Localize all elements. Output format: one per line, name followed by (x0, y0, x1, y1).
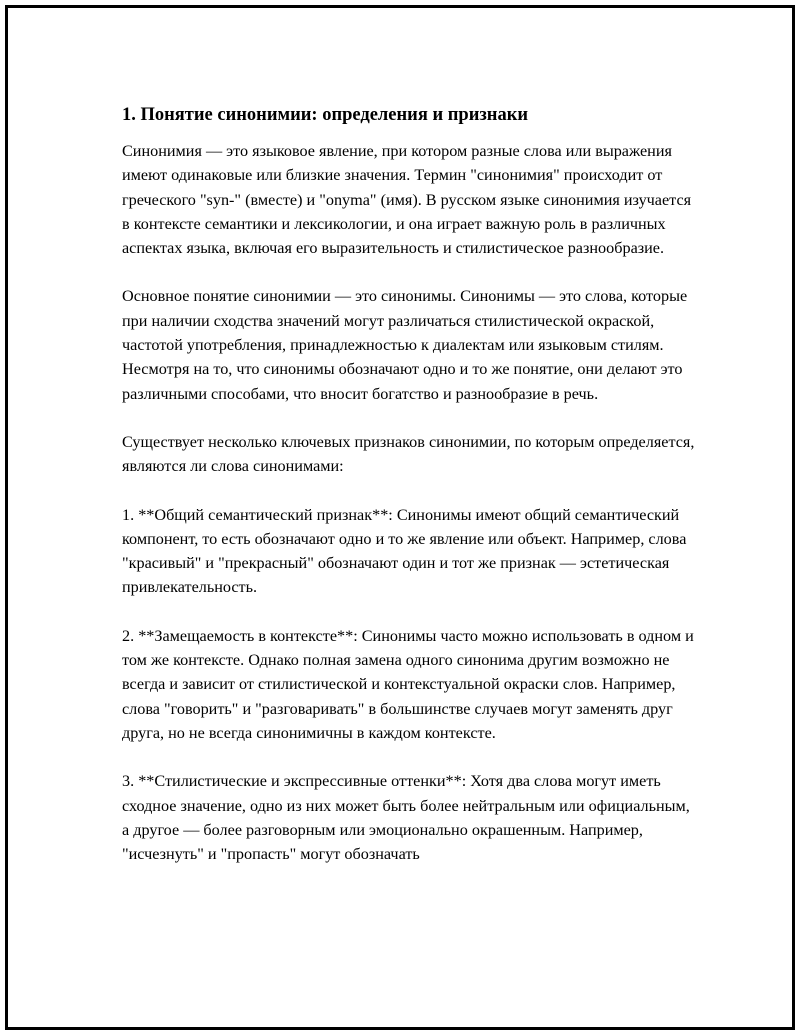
paragraph-feature-2: 2. **Замещаемость в контексте**: Синонимы часто можно использовать в одном и том же контексте. Однако полная замена одного синонима другим возможно не всегда и зависит от стилистической и контекстуальной окраски слов. Например, слова "говорить" и "разговаривать" в большинстве случаев могут заменять друг друга, но не всегда синонимичны в каждом контексте. (122, 626, 694, 742)
paragraph-feature-1: 1. **Общий семантический признак**: Синонимы имеют общий семантический компонент, то есть обозначают одно и то же явление или объект. Например, слова "красивый" и "прекрасный" обозначают один и тот же признак — эстетическая привлекательность. (122, 505, 687, 597)
paragraph-definition: Синонимия — это языковое явление, при котором разные слова или выражения имеют одинаковые или близкие значения. Термин "синонимия" происходит от греческого "syn-" (вместе) и "onyma" (имя). В русском языке синонимия изучается в контексте семантики и лексикологии, и она играет важную роль в различных аспектах языка, включая его выразительность и стилистическое разнообразие. (122, 142, 692, 258)
document-body (122, 104, 697, 890)
paragraph-feature-3: 3. **Стилистические и экспрессивные оттенки**: Хотя два слова могут иметь сходное значение, одно из них может быть более нейтральным или официальным, а другое — более разговорным или эмоционально окрашенным. Например, "исчезнуть" и "пропасть" могут обозначать (122, 772, 690, 864)
section-heading: 1. Понятие синонимии: определения и признаки (122, 105, 529, 125)
page-frame (5, 5, 795, 1030)
paragraph-features-intro: Существует несколько ключевых признаков синонимии, по которым определяется, являются ли слова синонимами: (122, 432, 695, 476)
paragraph-synonyms-concept: Основное понятие синонимии — это синонимы. Синонимы — это слова, которые при наличии сходства значений могут различаться стилистической окраской, частотой употребления, принадлежностью к диалектам или языковым стилям. Несмотря на то, что синонимы обозначают одно и то же понятие, они делают это различными способами, что вносит богатство и разнообразие в речь. (122, 287, 688, 403)
